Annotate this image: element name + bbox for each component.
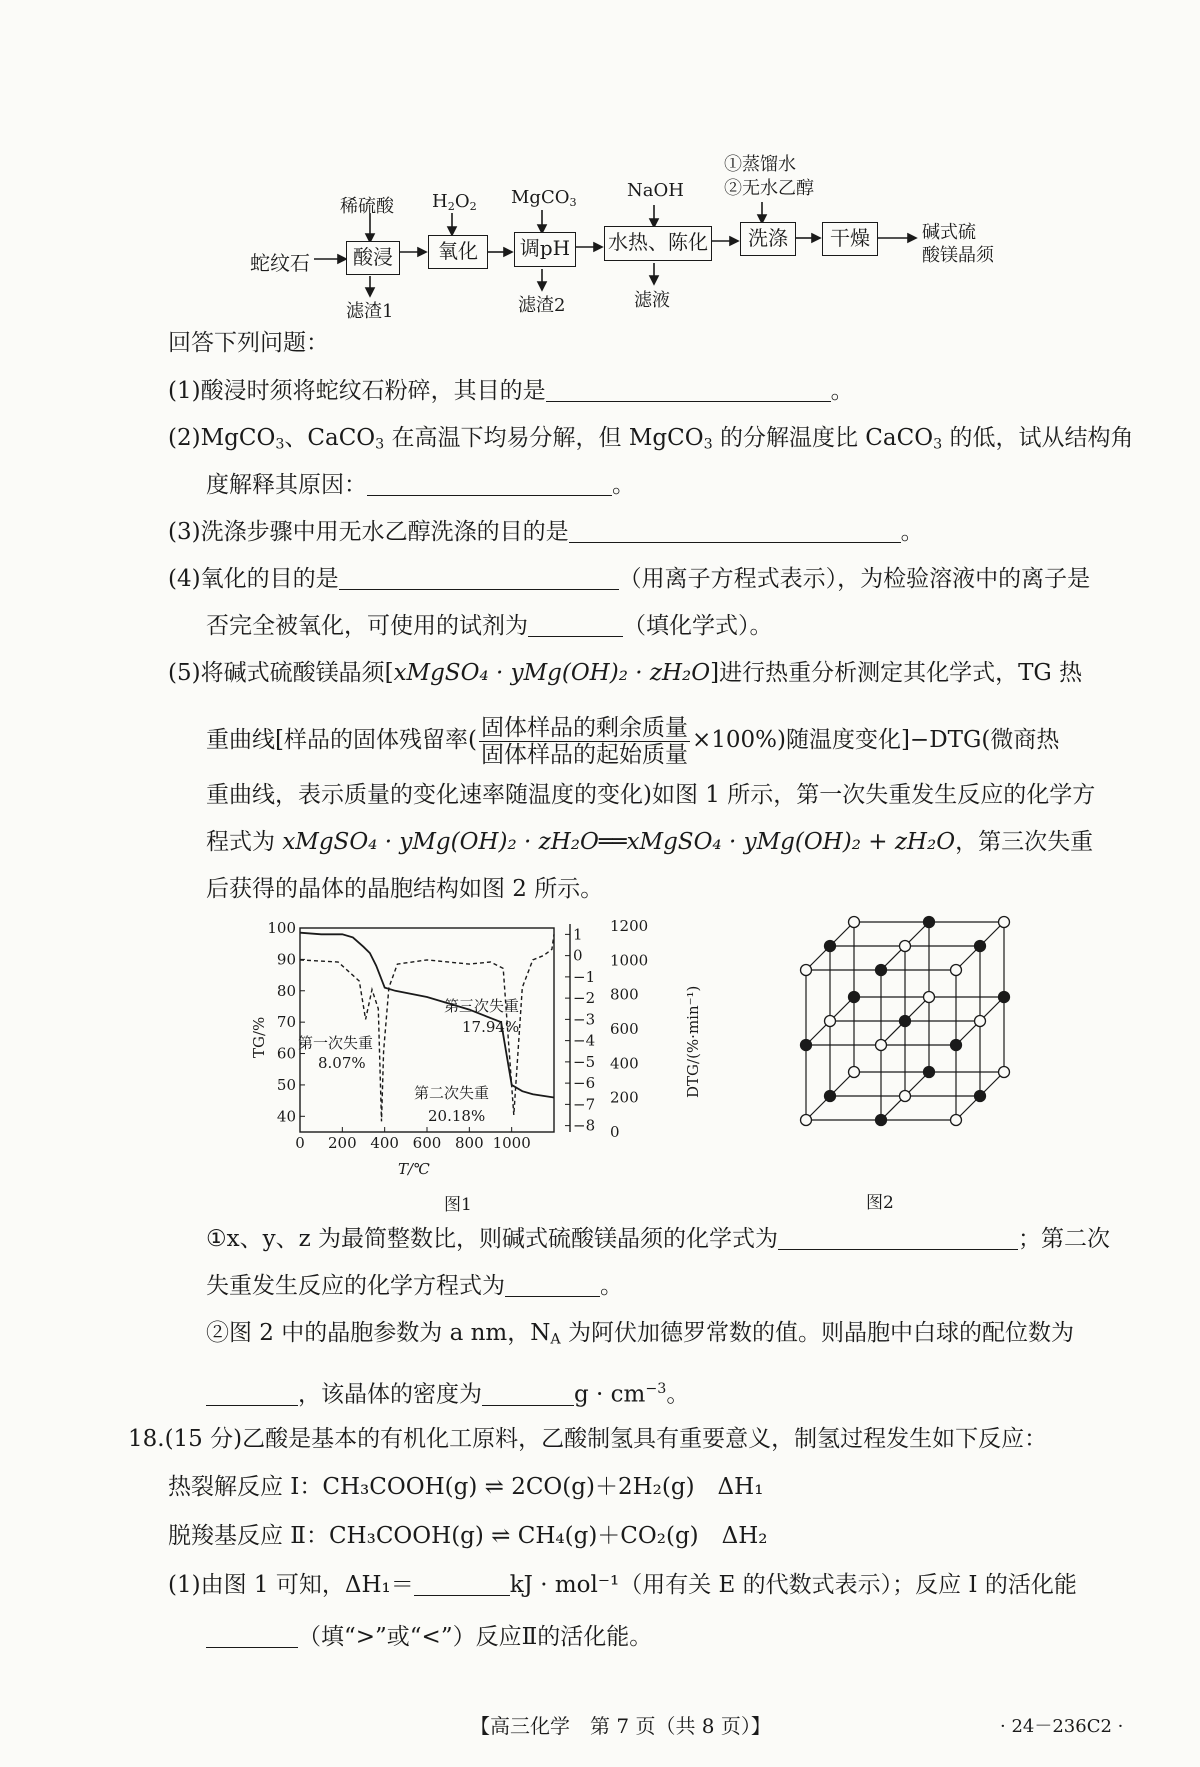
x-axis-label: T/℃ [398, 1160, 430, 1178]
q17-sub5-part1-line1: ①x、y、z 为最简整数比，则碱式硫酸镁晶须的化学式为 ；第二次 [206, 1226, 1111, 1252]
step-oxidize: 氧化 [428, 235, 488, 269]
unit-cell-figure [780, 930, 1020, 1160]
annotation-first-loss: 第一次失重 [298, 1034, 374, 1052]
q17-sub5-line3: 重曲线，表示质量的变化速率随温度的变化)如图 1 所示，第一次失重发生反应的化学方 [206, 782, 1096, 808]
q18-sub1-line1: (1)由图 1 可知，ΔH₁＝ kJ · mol⁻¹（用有关 E 的代数式表示）；反应 Ⅰ 的活化能 [168, 1572, 1077, 1598]
annotation-first-loss-pct: 8.07% [318, 1054, 366, 1072]
white-ion [876, 1040, 887, 1051]
answer-blank[interactable] [546, 379, 831, 402]
dtg-tick-label: −8 [573, 1116, 596, 1135]
x-tick-label: 200 [328, 1134, 357, 1152]
reagent-anhydrous-ethanol: ②无水乙醇 [724, 178, 814, 199]
tg-curve [300, 933, 554, 1098]
white-ion [825, 1016, 836, 1027]
black-ion [924, 917, 935, 928]
white-ion [900, 1091, 911, 1102]
white-ion [951, 965, 962, 976]
y-tick-label: 70 [276, 1013, 296, 1032]
white-ion [999, 917, 1010, 928]
q18-sub1-line2: （填“>”或“<”）反应Ⅱ的活化能。 [206, 1622, 652, 1652]
white-ion [801, 965, 812, 976]
answer-blank[interactable] [528, 614, 623, 637]
y-tick-label: 50 [276, 1075, 296, 1094]
y-axis-label-tg: TG/% [250, 1016, 268, 1058]
white-ion [849, 917, 860, 928]
black-ion [876, 1115, 887, 1126]
white-ion [924, 992, 935, 1003]
white-ion [900, 941, 911, 952]
black-ion [900, 1016, 911, 1027]
exam-code: · 24－236C2 · [1000, 1716, 1124, 1737]
q17-sub4-line2: 否完全被氧化，可使用的试剂为 （填化学式）。 [206, 613, 773, 639]
y-axis-label-dtg: DTG/(%·min⁻¹) [684, 985, 702, 1098]
x-tick-label: 1000 [492, 1134, 531, 1152]
black-ion [825, 1091, 836, 1102]
residue-1: 滤渣1 [346, 301, 394, 322]
black-ion [975, 941, 986, 952]
white-ion [801, 1115, 812, 1126]
white-ion [849, 1067, 860, 1078]
q17-sub5-line1: (5)将碱式硫酸镁晶须[xMgSO₄ · yMg(OH)₂ · zH₂O]进行热重分析测定其化学式，TG 热 [168, 660, 1083, 686]
black-ion [924, 1067, 935, 1078]
step-dry: 干燥 [822, 222, 878, 256]
x-tick-label: 600 [412, 1134, 442, 1152]
fig2-caption: 图2 [866, 1193, 894, 1213]
dtg-tick-label: 1 [573, 925, 583, 944]
black-ion [876, 965, 887, 976]
residue-2: 滤渣2 [518, 295, 566, 316]
dtg-tick-label: −5 [573, 1052, 596, 1071]
q18-reaction-1: 热裂解反应 Ⅰ：CH₃COOH(g) ⇌ 2CO(g)＋2H₂(g) ΔH₁ [168, 1474, 764, 1500]
fig1-caption: 图1 [444, 1195, 472, 1215]
filtrate: 滤液 [634, 290, 670, 311]
right-tick-label: 200 [610, 1088, 639, 1107]
answer-blank[interactable] [367, 473, 612, 496]
q17-sub2-line2: 度解释其原因： 。 [206, 472, 635, 498]
right-tick-label: 1000 [610, 951, 649, 970]
step-adjust-ph: 调pH [514, 232, 576, 267]
right-tick-label: 800 [610, 985, 639, 1004]
black-ion [825, 941, 836, 952]
page-footer: 【高三化学 第 7 页（共 8 页）】 [470, 1714, 771, 1738]
black-ion [849, 992, 860, 1003]
black-ion [801, 1040, 812, 1051]
dtg-tick-label: 0 [573, 946, 583, 965]
step-acid-leach: 酸浸 [346, 241, 400, 275]
answer-blank[interactable] [778, 1227, 1018, 1250]
q18-intro: 18.(15 分)乙酸是基本的有机化工原料，乙酸制氢具有重要意义，制氢过程发生如下反应： [128, 1426, 1048, 1452]
dtg-tick-label: −6 [573, 1074, 596, 1093]
flow-start: 蛇纹石 [250, 251, 310, 275]
q17-sub5-part1-line2: 失重发生反应的化学方程式为 。 [206, 1273, 623, 1299]
product-line1: 碱式硫 [922, 222, 976, 243]
white-ion [975, 1016, 986, 1027]
q17-sub1: (1)酸浸时须将蛇纹石粉碎，其目的是 。 [168, 378, 854, 404]
q17-sub5-line4: 程式为 xMgSO₄ · yMg(OH)₂ · zH₂O══xMgSO₄ · yMg(OH)₂ + zH₂O，第三次失重 [206, 829, 1094, 855]
tg-dtg-chart [252, 918, 712, 1178]
x-tick-label: 0 [295, 1134, 305, 1152]
q18-reaction-2: 脱羧基反应 Ⅱ：CH₃COOH(g) ⇌ CH₄(g)＋CO₂(g) ΔH₂ [168, 1523, 768, 1549]
right-tick-label: 0 [610, 1123, 620, 1141]
q17-sub5-part2-line1: ②图 2 中的晶胞参数为 a nm，$N_A$ 为阿伏加德罗常数的值。则晶胞中白球的配位数为 [206, 1320, 1074, 1348]
reagent-dilute-sulfuric: 稀硫酸 [340, 196, 394, 217]
q17-sub3: (3)洗涤步骤中用无水乙醇洗涤的目的是 。 [168, 519, 924, 545]
flowchart-arrows [0, 0, 1200, 330]
residue-rate-fraction: $\frac{\text{固体样品的剩余质量}}{\text{固体样品的起始质量}}$ [480, 714, 688, 768]
dtg-tick-label: −7 [573, 1095, 596, 1114]
annotation-second-loss-pct: 20.18% [428, 1107, 486, 1125]
right-tick-label: 1200 [610, 917, 649, 935]
q17-sub5-part2-line2: ，该晶体的密度为 $g \cdot cm^{-3}$。 [206, 1374, 689, 1410]
white-ion [951, 1115, 962, 1126]
answer-blank[interactable] [414, 1573, 510, 1596]
answer-blank[interactable] [339, 567, 619, 590]
dtg-tick-label: −3 [573, 1010, 596, 1029]
dtg-tick-label: −2 [573, 989, 596, 1008]
black-ion [951, 1040, 962, 1051]
annotation-third-loss-pct: 17.94% [462, 1018, 520, 1036]
reagent-h2o2: $H_2O_2$ [432, 191, 477, 213]
dtg-tick-label: −1 [573, 967, 596, 986]
dtg-tick-label: −4 [573, 1031, 596, 1050]
q17-sub2-line1: (2)MgCO$_3$、CaCO$_3$ 在高温下均易分解，但 MgCO$_3$ 的分解温度比 CaCO$_3$ 的低，试从结构角 [168, 425, 1134, 453]
answer-blank[interactable] [569, 520, 901, 543]
black-ion [999, 992, 1010, 1003]
step-wash: 洗涤 [740, 222, 796, 256]
x-tick-label: 400 [370, 1134, 399, 1152]
y-tick-label: 60 [276, 1044, 296, 1063]
y-tick-label: 40 [276, 1107, 296, 1126]
right-tick-label: 400 [610, 1054, 639, 1073]
annotation-second-loss: 第二次失重 [414, 1084, 490, 1102]
y-tick-label: 80 [276, 981, 296, 1000]
reagent-naoh: NaOH [627, 180, 684, 201]
q17-sub4-line1: (4)氧化的目的是 （用离子方程式表示），为检验溶液中的离子是 [168, 566, 1091, 592]
product-line2: 酸镁晶须 [922, 245, 994, 266]
step-hydrothermal: 水热、陈化 [604, 226, 712, 261]
answer-blank[interactable] [206, 1625, 298, 1648]
answer-blank[interactable] [505, 1274, 600, 1297]
answer-blank[interactable] [482, 1383, 574, 1406]
q17-intro: 回答下列问题： [168, 330, 329, 356]
reagent-mgco3: MgCO$_3$ [511, 187, 577, 209]
black-ion [975, 1091, 986, 1102]
right-tick-label: 600 [610, 1020, 639, 1038]
q17-sub5-line5: 后获得的晶体的晶胞结构如图 2 所示。 [206, 876, 604, 902]
reagent-distilled-water: ①蒸馏水 [724, 154, 796, 175]
annotation-third-loss: 第三次失重 [444, 997, 520, 1015]
y-tick-label: 100 [267, 919, 296, 937]
white-ion [999, 1067, 1010, 1078]
q17-sub5-line2: 重曲线[样品的固体残留率( $\frac{\text{固体样品的剩余质量}}{\text{固体样品的起始质量}}$ ×100%)随温度变化]−DTG(微商热 [206, 714, 1060, 768]
y-tick-label: 90 [276, 950, 296, 969]
answer-blank[interactable] [206, 1383, 298, 1406]
x-tick-label: 800 [455, 1134, 484, 1152]
